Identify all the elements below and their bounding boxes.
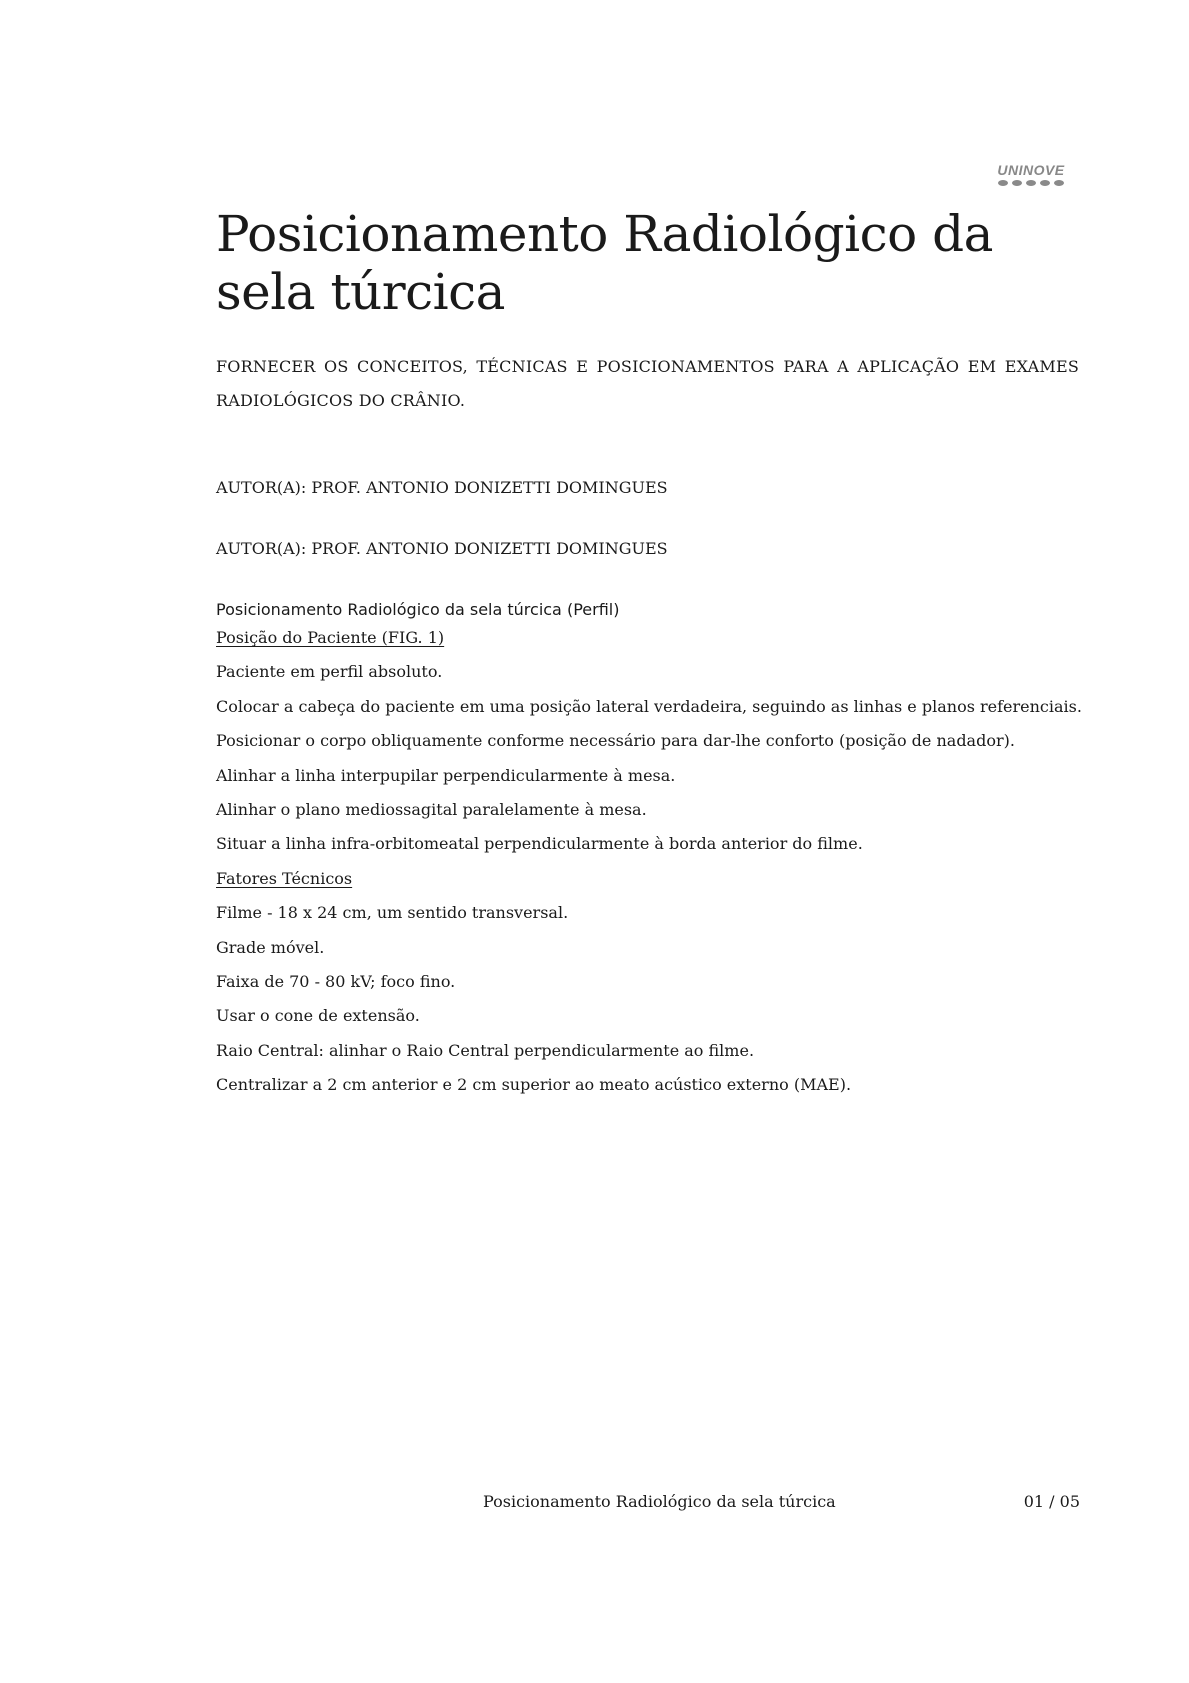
logo-dot: [998, 180, 1008, 186]
technical-factor-item: Centralizar a 2 cm anterior e 2 cm superior ao meato acústico externo (MAE).: [216, 1075, 852, 1095]
technical-factor-item: Grade móvel.: [216, 937, 325, 957]
patient-position-item: Alinhar o plano mediossagital paralelamente à mesa.: [216, 800, 647, 820]
author-line: AUTOR(A): PROF. ANTONIO DONIZETTI DOMINGUES: [216, 478, 668, 497]
logo-dot: [1040, 180, 1050, 186]
logo-dot: [1012, 180, 1022, 186]
footer-title: Posicionamento Radiológico da sela túrcica: [483, 1492, 836, 1511]
patient-position-item: Posicionar o corpo obliquamente conforme necessário para dar-lhe conforto (posição de nadador).: [216, 731, 1015, 751]
technical-factor-item: Filme - 18 x 24 cm, um sentido transversal.: [216, 903, 569, 923]
logo-dots: [993, 180, 1069, 186]
page-title: Posicionamento Radiológico da sela túrcica: [216, 205, 993, 321]
logo-dot: [1054, 180, 1064, 186]
uninove-logo: [993, 162, 1069, 186]
patient-position-item: Alinhar a linha interpupilar perpendicularmente à mesa.: [216, 765, 676, 785]
patient-position-item: Situar a linha infra-orbitomeatal perpendicularmente à borda anterior do filme.: [216, 834, 863, 854]
patient-position-item: Paciente em perfil absoluto.: [216, 662, 443, 682]
logo-text: UNINOVE: [997, 162, 1065, 178]
section-title: Posicionamento Radiológico da sela túrcica (Perfil): [216, 600, 620, 619]
document-content: [216, 205, 1082, 1103]
technical-factor-item: Faixa de 70 - 80 kV; foco fino.: [216, 972, 456, 992]
page-number: 01 / 05: [1023, 1492, 1080, 1511]
technical-factor-item: Usar o cone de extensão.: [216, 1006, 420, 1026]
logo-dot: [1026, 180, 1036, 186]
author-line: AUTOR(A): PROF. ANTONIO DONIZETTI DOMINGUES: [216, 539, 668, 558]
patient-position-heading: Posição do Paciente (FIG. 1): [216, 628, 445, 647]
patient-position-item: Colocar a cabeça do paciente em uma posição lateral verdadeira, seguindo as linhas e planos referenciais.: [216, 696, 1082, 716]
technical-factors-heading: Fatores Técnicos: [216, 868, 353, 888]
technical-factor-item: Raio Central: alinhar o Raio Central perpendicularmente ao filme.: [216, 1040, 755, 1060]
page-subtitle: FORNECER OS CONCEITOS, TÉCNICAS E POSICIONAMENTOS PARA A APLICAÇÃO EM EXAMES RADIOLÓGICOS DO CRÂNIO.: [216, 357, 1079, 410]
